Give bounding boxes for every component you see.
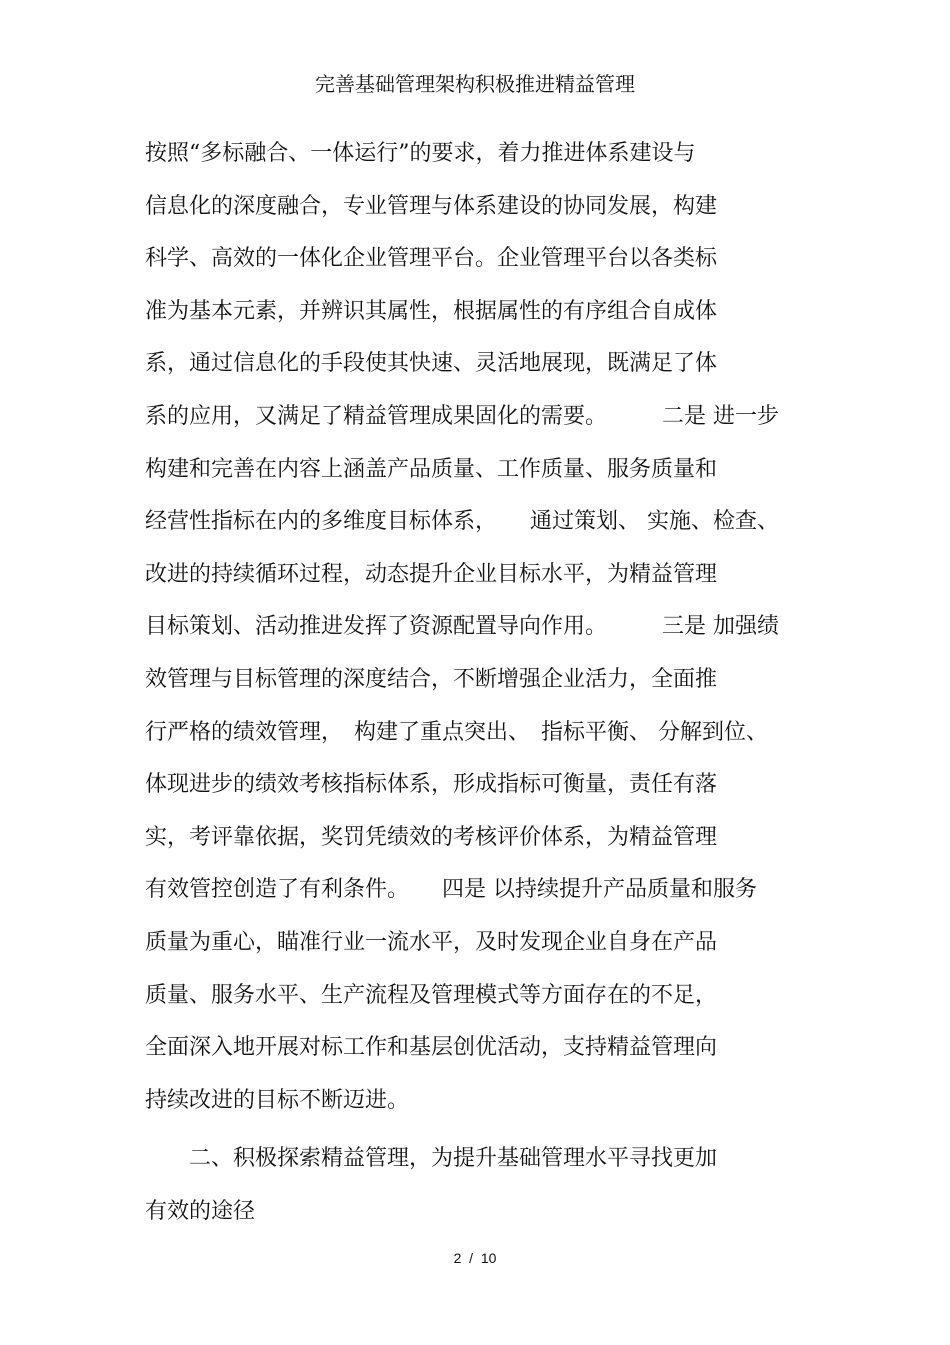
body-text <box>145 132 825 1242</box>
text-line: 实，考评靠依据，奖罚凭绩效的考核评价体系，为精益管理 <box>145 824 718 850</box>
text-line: 效管理与目标管理的深度结合，不断增强企业活力，全面推 <box>145 666 718 692</box>
text-line: 系的应用，又满足了精益管理成果固化的需要。 二是 进一步 <box>145 403 779 429</box>
section-heading: 二、积极探索精益管理，为提升基础管理水平寻找更加 <box>145 1146 718 1172</box>
text-line: 全面深入地开展对标工作和基层创优活动，支持精益管理向 <box>145 1035 718 1061</box>
text-line: 质量、服务水平、生产流程及管理模式等方面存在的不足， <box>145 982 718 1008</box>
text-line: 经营性指标在内的多维度目标体系， 通过策划、 实施、检查、 <box>145 509 779 535</box>
text-line: 信息化的深度融合，专业管理与体系建设的协同发展，构建 <box>145 193 718 219</box>
text-line: 科学、高效的一体化企业管理平台。企业管理平台以各类标 <box>145 246 718 272</box>
text-line: 有效管控创造了有利条件。 四是 以持续提升产品质量和服务 <box>145 877 757 903</box>
text-line: 按照“多标融合、一体运行”的要求，着力推进体系建设与 <box>145 141 696 166</box>
text-line: 改进的持续循环过程，动态提升企业目标水平，为精益管理 <box>145 561 718 587</box>
text-line: 行严格的绩效管理， 构建了重点突出、 指标平衡、 分解到位、 <box>145 719 768 745</box>
text-line: 质量为重心，瞄准行业一流水平，及时发现企业自身在产品 <box>145 929 718 955</box>
text-line: 有效的途径 <box>145 1198 256 1224</box>
page-number: 2 / 10 <box>453 1250 497 1266</box>
text-line: 准为基本元素，并辨识其属性，根据属性的有序组合自成体 <box>145 298 718 324</box>
page-title: 完善基础管理架构积极推进精益管理 <box>315 72 635 96</box>
text-line: 系，通过信息化的手段使其快速、灵活地展现，既满足了体 <box>145 351 718 377</box>
text-line: 持续改进的目标不断迈进。 <box>145 1087 410 1113</box>
text-line: 目标策划、活动推进发挥了资源配置导向作用。 三是 加强绩 <box>145 614 779 640</box>
text-line: 构建和完善在内容上涵盖产品质量、工作质量、服务质量和 <box>145 456 718 482</box>
text-line: 体现进步的绩效考核指标体系，形成指标可衡量，责任有落 <box>145 772 718 798</box>
